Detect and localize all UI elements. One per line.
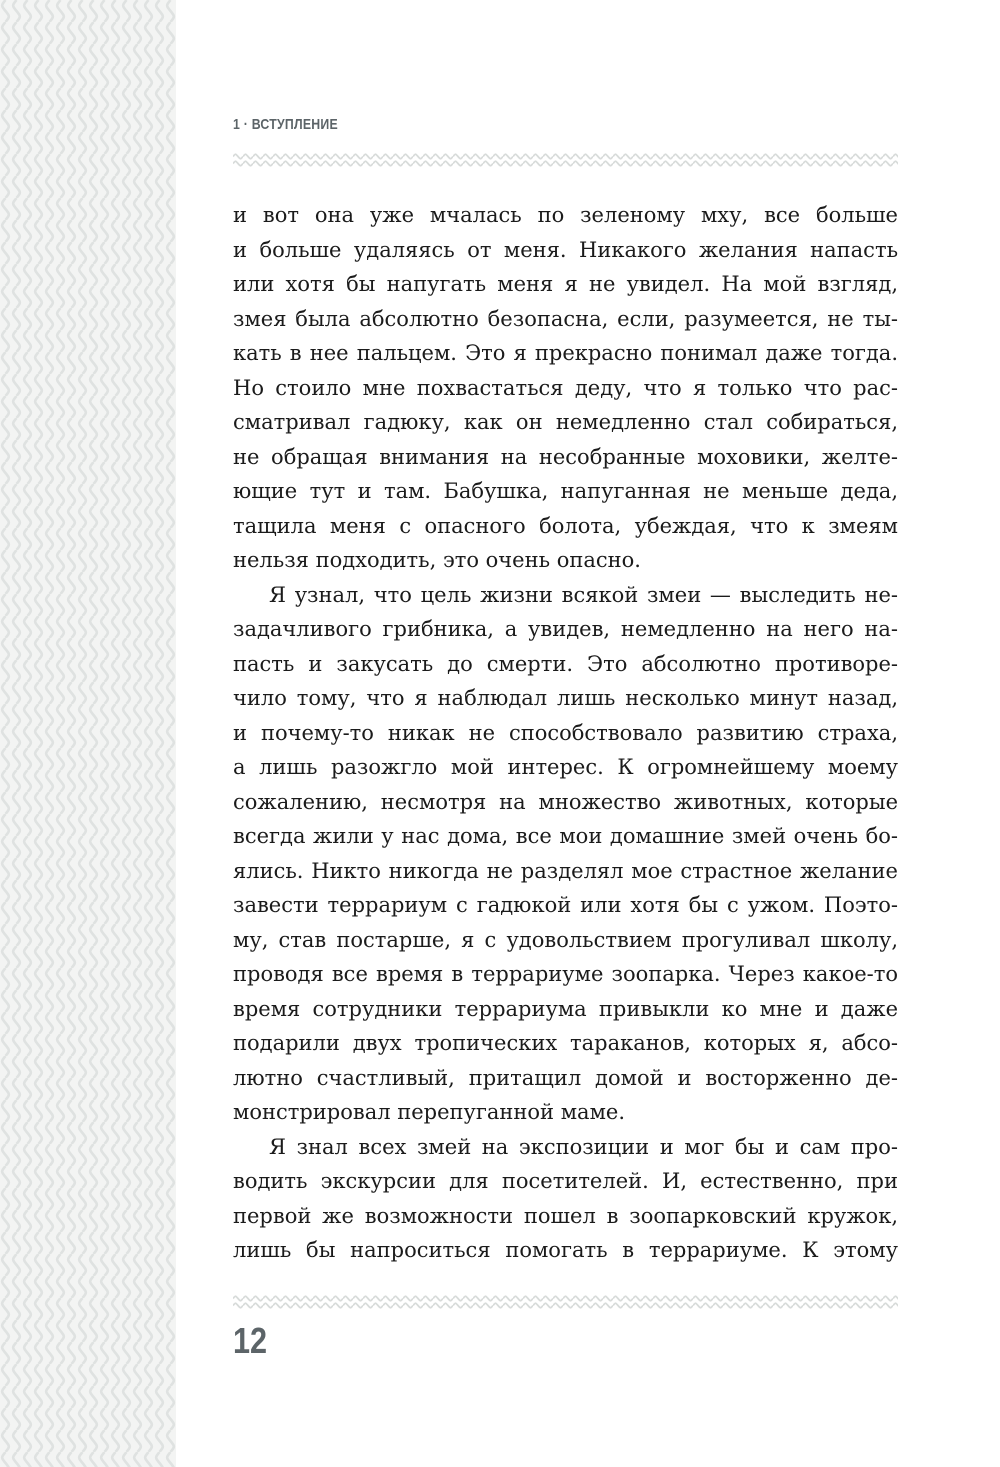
text-line: задачливого грибника, а увидев, немедленно на него на- — [233, 617, 898, 641]
text-line: или хотя бы напугать меня я не увидел. На мой взгляд, — [233, 272, 898, 296]
text-line: пасть и закусать до смерти. Это абсолютно противоре- — [233, 651, 898, 676]
text-line: проводя все время в террариуме зоопарка. Через какое-то — [233, 962, 898, 986]
text-line: подарили двух тропических тараканов, которых я, абсо- — [233, 1031, 898, 1055]
text-line: и больше удаляясь от меня. Никакого желания напасть — [233, 237, 898, 262]
text-line: время сотрудники террариума привыкли ко мне и даже — [233, 996, 898, 1021]
text-line: монстрировал перепуганной маме. — [233, 1100, 626, 1124]
text-line: Но стоило мне похвастаться деду, что я только что рас- — [233, 375, 898, 400]
text-line: водить экскурсии для посетителей. И, естественно, при — [233, 1169, 898, 1193]
text-line: ющие тут и там. Бабушка, напуганная не меньше деда, — [233, 479, 898, 503]
body-text — [233, 198, 898, 1268]
text-line: а лишь разожгло мой интерес. К огромнейшему моему — [233, 755, 898, 779]
text-line: сожалению, несмотря на множество животных, которые — [233, 789, 898, 814]
text-line: завести террариум с гадюкой или хотя бы с ужом. Поэто- — [233, 893, 898, 917]
top-wave-rule — [233, 153, 898, 167]
running-head: 1 · ВСТУПЛЕНИЕ — [233, 116, 338, 133]
text-line: чило тому, что я наблюдал лишь несколько минут назад, — [233, 686, 898, 710]
text-line: не обращая внимания на несобранные моховики, желте- — [233, 444, 898, 469]
text-line: тащила меня с опасного болота, убеждая, что к змеям — [233, 513, 898, 538]
text-line: лишь бы напроситься помогать в террариуме. К этому — [233, 1238, 898, 1262]
text-line: му, став постарше, я с удовольствием прогуливал школу, — [233, 927, 898, 952]
page-number: 12 — [233, 1320, 268, 1361]
bottom-wave-rule — [233, 1295, 898, 1309]
wave-pattern — [0, 0, 176, 1467]
text-line: сматривал гадюку, как он немедленно стал собираться, — [233, 410, 898, 434]
paragraph-first-line: Я знал всех змей на экспозиции и мог бы и сам про- — [269, 1134, 898, 1159]
text-line: и почему-то никак не способствовало развитию страха, — [233, 720, 898, 745]
paragraph-first-line: Я узнал, что цель жизни всякой змеи — выследить не- — [269, 582, 898, 607]
text-line: первой же возможности пошел в зоопарковский кружок, — [233, 1203, 898, 1228]
text-line: змея была абсолютно безопасна, если, разумеется, не ты- — [233, 306, 898, 331]
text-line: нельзя подходить, это очень опасно. — [233, 548, 641, 572]
text-line: и вот она уже мчалась по зеленому мху, все больше — [233, 203, 898, 227]
decorative-side-band — [0, 0, 176, 1467]
text-line: всегда жили у нас дома, все мои домашние змей очень бо- — [233, 824, 898, 848]
text-line: ялись. Никто никогда не разделял мое страстное желание — [233, 858, 898, 883]
text-line: кать в нее пальцем. Это я прекрасно понимал даже тогда. — [233, 341, 898, 365]
text-line: лютно счастливый, притащил домой и восторженно де- — [233, 1065, 898, 1090]
